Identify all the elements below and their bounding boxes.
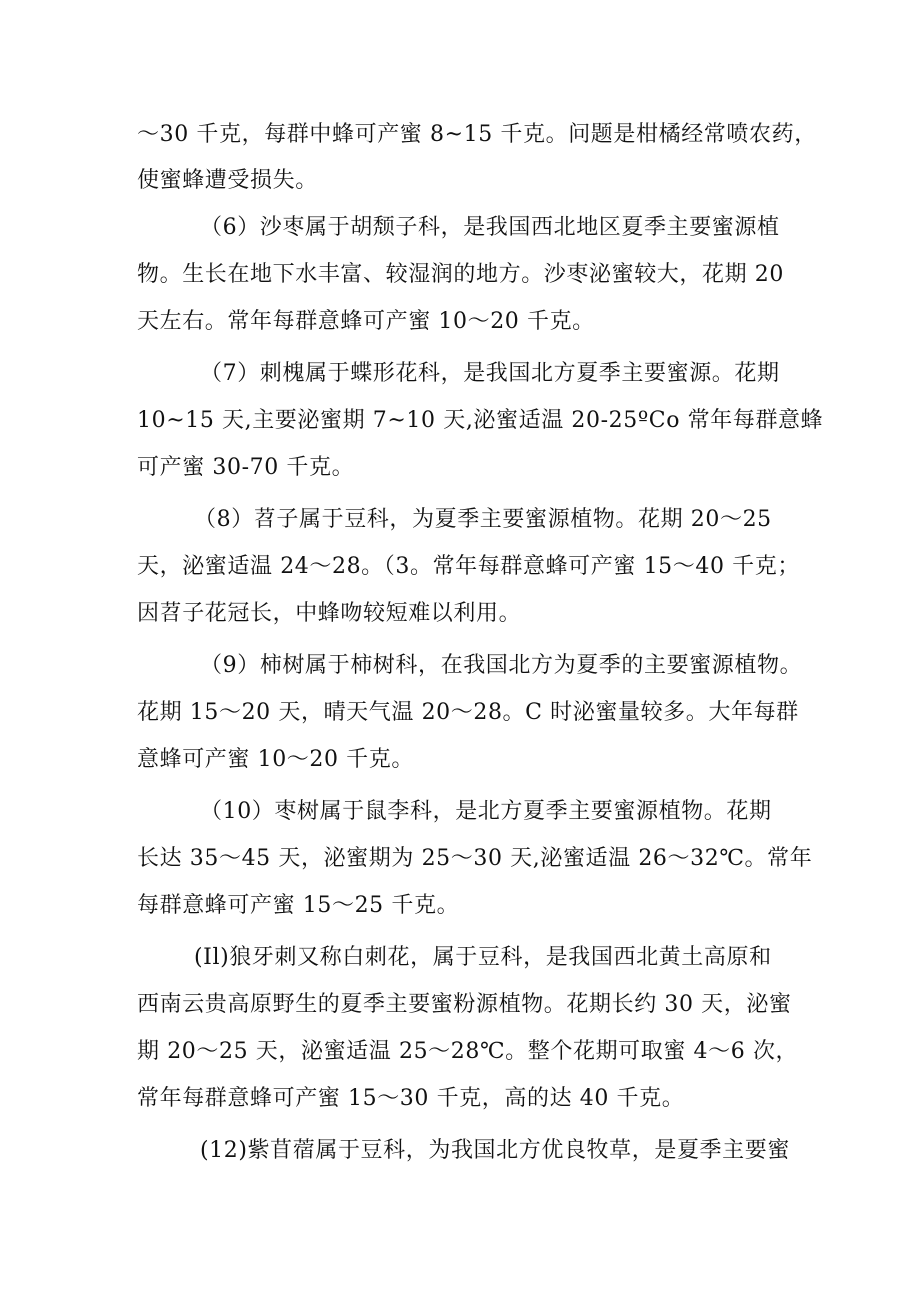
paragraph-9-start: （9）柿树属于柿树科，在我国北方为夏季的主要蜜源植物。 (200, 653, 803, 678)
text-line: 天左右。常年每群意蜂可产蜜 10～20 千克。 (137, 309, 595, 334)
paragraph-10-start: （10）枣树属于鼠李科，是北方夏季主要蜜源植物。花期 (200, 799, 772, 824)
paragraph-8-start: （8）苕子属于豆科，为夏季主要蜜源植物。花期 20～25 (194, 507, 772, 532)
text-line: 使蜜蜂遭受损失。 (137, 168, 318, 193)
text-line: 意蜂可产蜜 10～20 千克。 (137, 747, 414, 772)
text-line: 花期 15～20 天，晴天气温 20～28。C 时泌蜜量较多。大年每群 (137, 700, 799, 725)
text-line: ～30 千克，每群中蜂可产蜜 8~15 千克。问题是柑橘经常喷农药， (137, 122, 817, 147)
paragraph-7-start: （7）刺槐属于蝶形花科，是我国北方夏季主要蜜源。花期 (200, 361, 780, 386)
text-line: 西南云贵高原野生的夏季主要蜜粉源植物。花期长约 30 天，泌蜜 (137, 992, 792, 1017)
text-line: 可产蜜 30-70 千克。 (137, 455, 355, 480)
text-line: 物。生长在地下水丰富、较湿润的地方。沙枣泌蜜较大，花期 20 (137, 262, 784, 287)
paragraph-6-start: （6）沙枣属于胡颓子科，是我国西北地区夏季主要蜜源植 (200, 215, 780, 240)
text-line: 期 20～25 天，泌蜜适温 25～28℃。整个花期可取蜜 4～6 次， (137, 1039, 799, 1064)
text-line: 常年每群意蜂可产蜜 15～30 千克，高的达 40 千克。 (137, 1086, 685, 1111)
text-line: 天，泌蜜适温 24～28。（3。常年每群意蜂可产蜜 15～40 千克； (137, 554, 800, 579)
text-line: 因苕子花冠长，中蜂吻较短难以利用。 (137, 601, 522, 626)
text-line: 每群意蜂可产蜜 15～25 千克。 (137, 893, 460, 918)
paragraph-11-start: (Il)狼牙刺又称白刺花，属于豆科，是我国西北黄土高原和 (194, 945, 772, 970)
text-line: 10~15 天,主要泌蜜期 7~10 天,泌蜜适温 20-25ºCo 常年每群意蜂 (137, 408, 824, 433)
paragraph-12-start: (12)紫苜蓿属于豆科，为我国北方优良牧草，是夏季主要蜜 (200, 1138, 790, 1163)
text-line: 长达 35～45 天，泌蜜期为 25～30 天,泌蜜适温 26～32℃。常年 (137, 846, 813, 871)
